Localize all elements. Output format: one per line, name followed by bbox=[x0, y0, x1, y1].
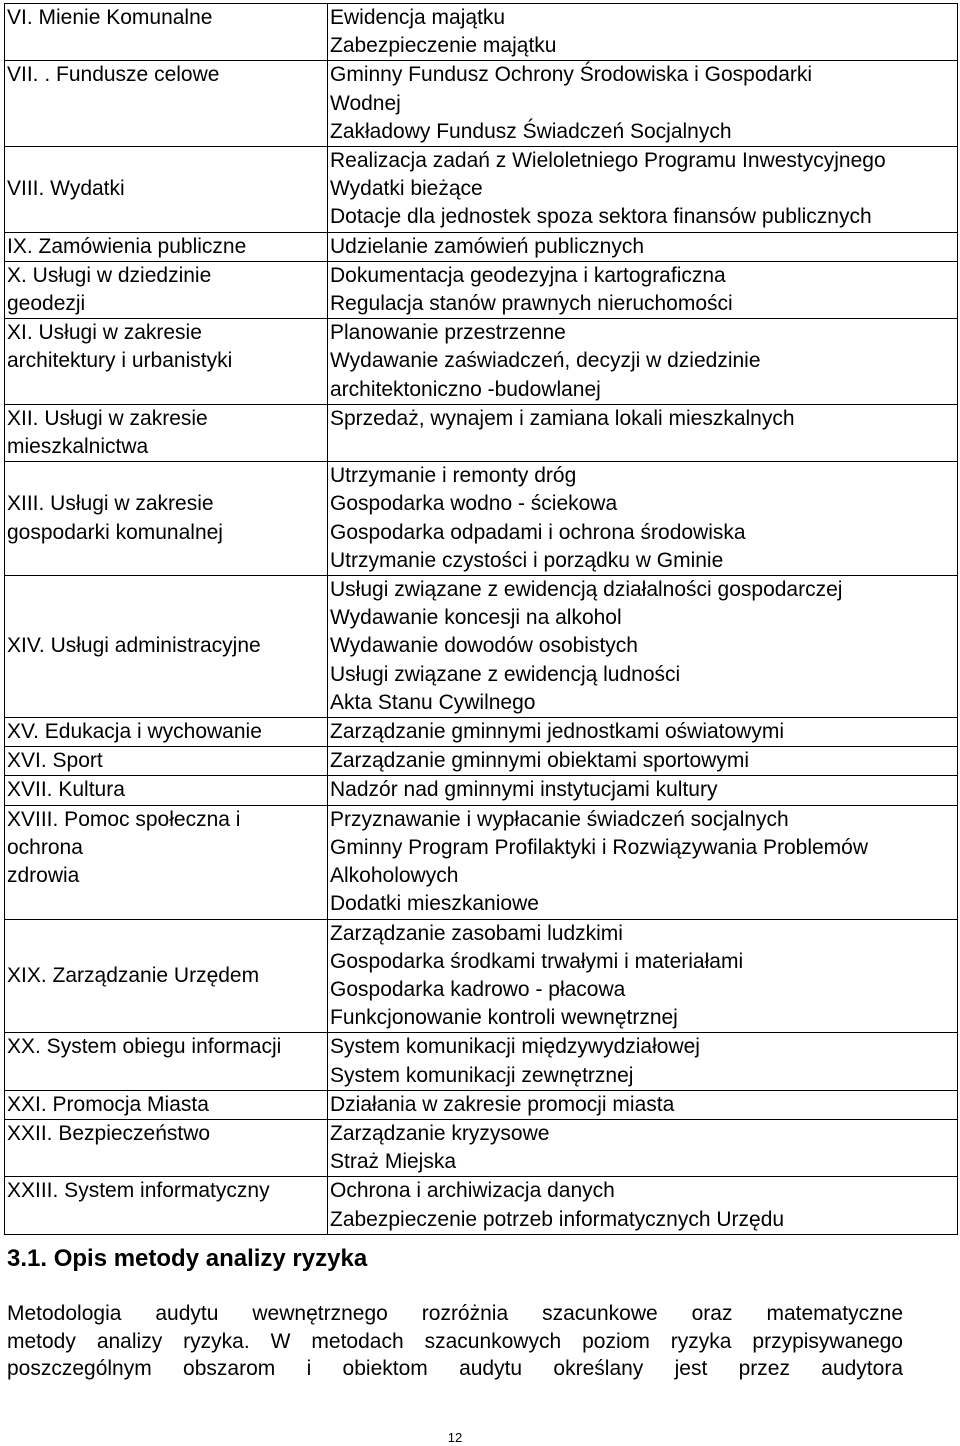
area-object-line: Funkcjonowanie kontroli wewnętrznej bbox=[330, 1006, 678, 1030]
area-name-line: XXII. Bezpieczeństwo bbox=[7, 1121, 211, 1145]
area-object-line: Gminny Program Profilaktyki i Rozwiązywania Problemów bbox=[330, 835, 869, 859]
area-objects-cell bbox=[328, 1033, 958, 1090]
area-object-line: Gospodarka odpadami i ochrona środowiska bbox=[330, 520, 746, 544]
audit-areas-table bbox=[4, 3, 958, 1235]
table-row bbox=[5, 776, 958, 805]
area-name-line: XVII. Kultura bbox=[7, 778, 125, 802]
area-name-line: VIII. Wydatki bbox=[7, 177, 125, 201]
table-row bbox=[5, 404, 958, 461]
area-name-line: geodezji bbox=[7, 292, 86, 316]
area-objects-cell bbox=[328, 319, 958, 405]
area-object-line: Zarządzanie gminnymi jednostkami oświatowymi bbox=[330, 720, 785, 744]
area-name-line: ochrona bbox=[7, 835, 83, 859]
area-name-line: IX. Zamówienia publiczne bbox=[7, 234, 247, 258]
area-name-line: XXIII. System informatyczny bbox=[7, 1179, 270, 1203]
area-objects-cell bbox=[328, 1119, 958, 1176]
area-object-line: Gminny Fundusz Ochrony Środowiska i Gospodarki bbox=[330, 63, 813, 87]
area-name-cell bbox=[5, 1119, 328, 1176]
area-object-line: Ochrona i archiwizacja danych bbox=[330, 1179, 615, 1203]
section-heading: 3.1. Opis metody analizy ryzyka bbox=[7, 1245, 368, 1272]
area-name-line: XVI. Sport bbox=[7, 749, 103, 773]
area-object-line: Nadzór nad gminnymi instytucjami kultury bbox=[330, 778, 718, 802]
area-objects-cell bbox=[328, 61, 958, 147]
table-row bbox=[5, 61, 958, 147]
area-name-line: VII. . Fundusze celowe bbox=[7, 63, 220, 87]
area-object-line: Utrzymanie i remonty dróg bbox=[330, 464, 577, 488]
area-objects-cell bbox=[328, 232, 958, 261]
area-objects-cell bbox=[328, 718, 958, 747]
area-name-cell bbox=[5, 4, 328, 61]
area-object-line: Straż Miejska bbox=[330, 1150, 457, 1174]
area-object-line: Działania w zakresie promocji miasta bbox=[330, 1092, 675, 1116]
area-name-line: XX. System obiegu informacji bbox=[7, 1035, 282, 1059]
area-name-cell bbox=[5, 404, 328, 461]
area-object-line: System komunikacji międzywydziałowej bbox=[330, 1035, 700, 1059]
section-paragraph bbox=[7, 1300, 903, 1383]
area-object-line: Gospodarka kadrowo - płacowa bbox=[330, 977, 626, 1001]
table-row bbox=[5, 147, 958, 233]
area-objects-cell bbox=[328, 462, 958, 576]
table-row bbox=[5, 1033, 958, 1090]
area-name-cell bbox=[5, 805, 328, 919]
area-object-line: Akta Stanu Cywilnego bbox=[330, 690, 536, 714]
table-row bbox=[5, 261, 958, 318]
area-name-line: zdrowia bbox=[7, 864, 80, 888]
area-object-line: System komunikacji zewnętrznej bbox=[330, 1063, 634, 1087]
area-name-cell bbox=[5, 147, 328, 233]
area-name-line: XV. Edukacja i wychowanie bbox=[7, 720, 262, 744]
area-objects-cell bbox=[328, 1090, 958, 1119]
area-name-cell bbox=[5, 718, 328, 747]
area-object-line: Udzielanie zamówień publicznych bbox=[330, 234, 644, 258]
table-row bbox=[5, 1090, 958, 1119]
area-objects-cell bbox=[328, 404, 958, 461]
area-name-line: VI. Mienie Komunalne bbox=[7, 6, 213, 29]
area-object-line: Wydatki bieżące bbox=[330, 177, 483, 201]
area-objects-cell bbox=[328, 147, 958, 233]
area-name-line: XIII. Usługi w zakresie bbox=[7, 492, 214, 516]
area-name-cell bbox=[5, 261, 328, 318]
area-object-line: Sprzedaż, wynajem i zamiana lokali mieszkalnych bbox=[330, 406, 795, 430]
table-row bbox=[5, 919, 958, 1033]
area-objects-cell bbox=[328, 805, 958, 919]
area-object-line: Zabezpieczenie majątku bbox=[330, 34, 557, 58]
area-object-line: Usługi związane z ewidencją ludności bbox=[330, 662, 681, 686]
area-objects-cell bbox=[328, 1177, 958, 1234]
area-object-line: Wydawanie dowodów osobistych bbox=[330, 634, 638, 658]
table-row bbox=[5, 4, 958, 61]
paragraph-line: metody analizy ryzyka. W metodach szacunkowych poziom ryzyka przypisywanego bbox=[7, 1329, 903, 1353]
area-object-line: Realizacja zadań z Wieloletniego Programu Inwestycyjnego bbox=[330, 149, 886, 173]
area-name-cell bbox=[5, 232, 328, 261]
area-object-line: Usługi związane z ewidencją działalności gospodarczej bbox=[330, 578, 843, 602]
area-name-cell bbox=[5, 576, 328, 718]
area-name-cell bbox=[5, 319, 328, 405]
area-name-line: XIV. Usługi administracyjne bbox=[7, 634, 261, 658]
area-name-line: XII. Usługi w zakresie bbox=[7, 406, 208, 430]
area-name-line: gospodarki komunalnej bbox=[7, 520, 223, 544]
area-name-line: X. Usługi w dziedzinie bbox=[7, 263, 212, 287]
area-name-line: XVIII. Pomoc społeczna i bbox=[7, 807, 241, 831]
area-name-cell bbox=[5, 776, 328, 805]
area-object-line: architektoniczno -budowlanej bbox=[330, 377, 601, 401]
area-objects-cell bbox=[328, 576, 958, 718]
area-object-line: Gospodarka wodno - ściekowa bbox=[330, 492, 618, 516]
area-name-cell bbox=[5, 1090, 328, 1119]
table-row bbox=[5, 1119, 958, 1176]
area-object-line: Zarządzanie zasobami ludzkimi bbox=[330, 921, 623, 945]
area-object-line: Dotacje dla jednostek spoza sektora finansów publicznych bbox=[330, 205, 872, 229]
area-object-line: Ewidencja majątku bbox=[330, 6, 506, 29]
area-objects-cell bbox=[328, 4, 958, 61]
area-object-line: Alkoholowych bbox=[330, 864, 459, 888]
area-objects-cell bbox=[328, 747, 958, 776]
area-name-cell bbox=[5, 462, 328, 576]
area-object-line: Wydawanie zaświadczeń, decyzji w dziedzinie bbox=[330, 349, 761, 373]
area-name-cell bbox=[5, 747, 328, 776]
area-object-line: Zabezpieczenie potrzeb informatycznych Urzędu bbox=[330, 1207, 785, 1231]
area-name-line: XIX. Zarządzanie Urzędem bbox=[7, 963, 260, 987]
area-name-line: architektury i urbanistyki bbox=[7, 349, 233, 373]
table-row bbox=[5, 747, 958, 776]
area-name-cell bbox=[5, 919, 328, 1033]
area-name-cell bbox=[5, 1033, 328, 1090]
area-object-line: Dodatki mieszkaniowe bbox=[330, 892, 539, 916]
table-row bbox=[5, 1177, 958, 1234]
page-number: 12 bbox=[447, 1430, 463, 1445]
paragraph-line: poszczególnym obszarom i obiektom audytu określany jest przez audytora bbox=[7, 1357, 903, 1380]
area-object-line: Przyznawanie i wypłacanie świadczeń socjalnych bbox=[330, 807, 789, 831]
area-name-line: XI. Usługi w zakresie bbox=[7, 321, 202, 345]
area-object-line: Utrzymanie czystości i porządku w Gminie bbox=[330, 548, 724, 572]
area-object-line bbox=[330, 433, 955, 461]
table-row bbox=[5, 232, 958, 261]
area-objects-cell bbox=[328, 919, 958, 1033]
area-objects-cell bbox=[328, 261, 958, 318]
area-objects-cell bbox=[328, 776, 958, 805]
area-object-line: Zakładowy Fundusz Świadczeń Socjalnych bbox=[330, 119, 732, 143]
area-object-line: Gospodarka środkami trwałymi i materiałami bbox=[330, 949, 744, 973]
area-object-line: Wydawanie koncesji na alkohol bbox=[330, 606, 622, 630]
paragraph-line: Metodologia audytu wewnętrznego rozróżnia szacunkowe oraz matematyczne bbox=[7, 1302, 903, 1325]
table-row bbox=[5, 319, 958, 405]
area-object-line: Zarządzanie gminnymi obiektami sportowymi bbox=[330, 749, 749, 773]
table-row bbox=[5, 805, 958, 919]
table-row bbox=[5, 718, 958, 747]
audit-areas-table-body bbox=[5, 4, 958, 1235]
area-object-line: Planowanie przestrzenne bbox=[330, 321, 566, 345]
area-name-line: mieszkalnictwa bbox=[7, 435, 149, 459]
area-name-cell bbox=[5, 1177, 328, 1234]
area-object-line: Dokumentacja geodezyjna i kartograficzna bbox=[330, 263, 726, 287]
table-row bbox=[5, 576, 958, 718]
area-object-line: Zarządzanie kryzysowe bbox=[330, 1121, 550, 1145]
area-name-cell bbox=[5, 61, 328, 147]
area-object-line: Wodnej bbox=[330, 91, 401, 115]
area-name-line: XXI. Promocja Miasta bbox=[7, 1092, 209, 1116]
table-row bbox=[5, 462, 958, 576]
area-object-line: Regulacja stanów prawnych nieruchomości bbox=[330, 292, 733, 316]
